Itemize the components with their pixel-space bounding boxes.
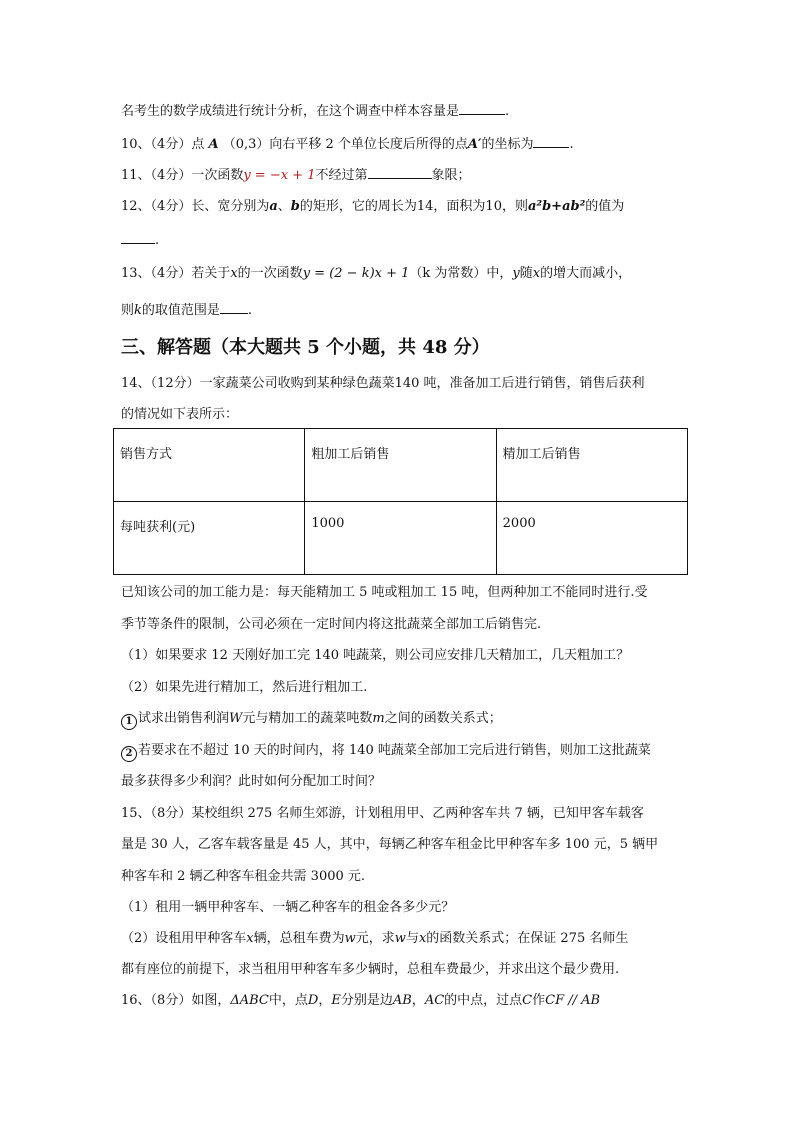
section-heading: 三、解答题（本大题共 5 个小题，共 48 分）: [121, 337, 490, 358]
question-14-part1: （1）如果要求 12 天刚好加工完 140 吨蔬菜，则公司应安排几天精加工，几天粗加工？: [121, 648, 630, 663]
question-15-part1: （1）租用一辆甲种客车、一辆乙种客车的租金各多少元？: [121, 900, 455, 915]
continued-question-line: 名考生的数学成绩进行统计分析，在这个调查中样本容量是 .: [121, 104, 510, 119]
circled-number: 2: [121, 746, 137, 762]
function-expression: y = −x + 1: [243, 168, 316, 183]
question-16: 16、（8分）如图，ΔABC中，点D，E分别是边AB，AC的中点，过点C作CF // AB: [121, 993, 601, 1008]
question-15-line2: 量是 30 人，乙客车载客量是 45 人，其中，每辆乙种客车租金比甲种客车多 100 元，5 辆甲: [121, 837, 659, 852]
question-12: 12、（4分）长、宽分别为a、b的矩形，它的周长为14，面积为10，则a²b+ab²的值为: [121, 199, 625, 214]
answer-blank: [368, 166, 432, 179]
table-header-cell: 销售方式: [114, 429, 305, 502]
answer-blank: [533, 135, 569, 148]
table-header-cell: 粗加工后销售: [305, 429, 496, 502]
table-cell: 1000: [305, 502, 496, 575]
question-15-line3: 种客车和 2 辆乙种客车租金共需 3000 元.: [121, 869, 366, 884]
question-15-part2-line2: 都有座位的前提下，求当租用甲种客车多少辆时，总租车费最少，并求出这个最少费用.: [121, 962, 620, 977]
table-cell: 2000: [496, 502, 687, 575]
table-header-cell: 精加工后销售: [496, 429, 687, 502]
table-row: [114, 502, 688, 575]
question-14-sub2-line2: 最多获得多少利润？此时如何分配加工时间？: [121, 774, 382, 789]
question-10: 10、（4分）点 A （0,3）向右平移 2 个单位长度后所得的点A′的坐标为 .: [121, 137, 574, 152]
question-13: 13、（4分）若关于x的一次函数y = (2 − k)x + 1（k 为常数）中，y随x的增大而减小，: [121, 266, 632, 281]
question-14-line2: 的情况如下表所示：: [121, 407, 239, 422]
table-cell: 每吨获利(元): [114, 502, 305, 575]
question-14: 14、（12分）一家蔬菜公司收购到某种绿色蔬菜140 吨，准备加工后进行销售，销售后获利: [121, 376, 645, 391]
question-14-info-line2: 季节等条件的限制，公司必须在一定时间内将这批蔬菜全部加工后销售完.: [121, 617, 542, 632]
table-row: [114, 429, 688, 502]
circled-number: 1: [121, 714, 137, 730]
question-14-sub1: 1 试求出销售利润W元与精加工的蔬菜吨数m之间的函数关系式；: [121, 710, 502, 730]
question-11: 11、（4分）一次函数y = −x + 1不经过第 象限；: [121, 168, 471, 183]
question-13-line2: 则k的取值范围是 .: [121, 303, 253, 318]
question-14-part2: （2）如果先进行精加工，然后进行粗加工.: [121, 680, 368, 695]
question-15: 15、（8分）某校组织 275 名师生郊游，计划租用甲、乙两种客车共 7 辆，已知甲客车载客: [121, 806, 644, 821]
answer-blank: [121, 231, 155, 244]
profit-table: [113, 428, 688, 575]
question-15-part2: （2）设租用甲种客车x辆，总租车费为w元，求w与x的函数关系式；在保证 275 名师生: [121, 931, 629, 946]
question-12-line2: .: [121, 231, 159, 250]
question-14-info: 已知该公司的加工能力是：每天能精加工 5 吨或粗加工 15 吨，但两种加工不能同时进行.受: [121, 585, 648, 600]
question-14-sub2: 2 若要求在不超过 10 天的时间内，将 140 吨蔬菜全部加工完后进行销售，则加工这批蔬菜: [121, 742, 651, 762]
answer-blank: [220, 301, 248, 314]
text: 名考生的数学成绩进行统计分析，在这个调查中样本容量是: [121, 104, 460, 119]
answer-blank: [459, 102, 505, 115]
